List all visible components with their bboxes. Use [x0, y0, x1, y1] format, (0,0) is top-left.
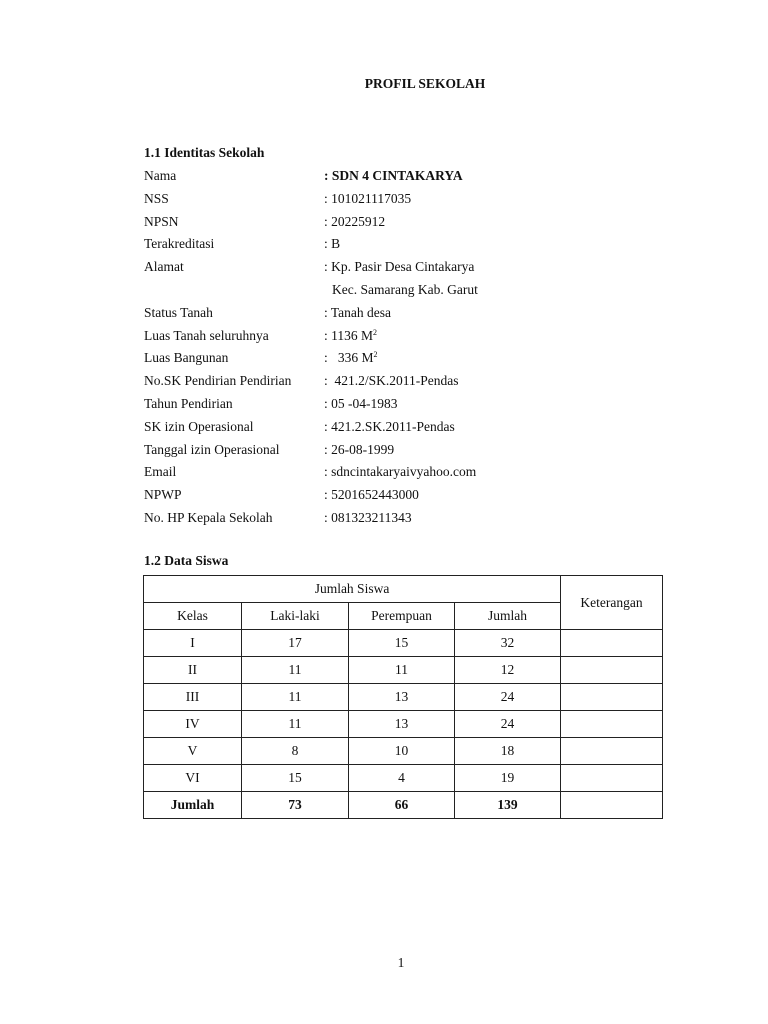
- identity-value: : Kp. Pasir Desa Cintakarya: [324, 259, 475, 275]
- cell-jumlah: 32: [455, 630, 561, 657]
- identity-row-npwp: [144, 484, 664, 507]
- cell-keterangan: [561, 630, 663, 657]
- identity-row-tahun-pendirian: [144, 393, 664, 416]
- cell-keterangan: [561, 657, 663, 684]
- cell-keterangan: [561, 711, 663, 738]
- identity-label: Tanggal izin Operasional: [144, 441, 280, 457]
- identity-row-hp-kepala: [144, 507, 664, 530]
- identity-heading: 1.1 Identitas Sekolah: [144, 145, 265, 160]
- identity-value: : 081323211343: [324, 509, 412, 525]
- page-title: PROFIL SEKOLAH: [364, 76, 486, 91]
- identity-row-npsn: [144, 211, 664, 234]
- identity-row-alamat-cont: [144, 279, 664, 302]
- table-total-row: [144, 792, 663, 819]
- cell-jumlah: 139: [455, 792, 561, 819]
- identity-label: Email: [144, 464, 177, 480]
- identity-value: : 421.2.SK.2011-Pendas: [324, 418, 455, 434]
- cell-jumlah: 19: [455, 765, 561, 792]
- identity-value: : Tanah desa: [324, 304, 392, 320]
- cell-jumlah: 12: [455, 657, 561, 684]
- column-header: Laki-laki: [242, 603, 349, 630]
- identity-row-luas-bangunan: [144, 347, 664, 370]
- identity-label: SK izin Operasional: [144, 418, 254, 434]
- identity-row-status-tanah: [144, 302, 664, 325]
- identity-label: Luas Bangunan: [144, 350, 229, 366]
- identity-row-terakreditasi: [144, 233, 664, 256]
- cell-kelas: IV: [144, 711, 242, 738]
- cell-laki: 11: [242, 684, 349, 711]
- identity-row-luas-tanah: [144, 325, 664, 348]
- identity-value-text: : 336 M: [324, 350, 374, 366]
- identity-value: : 20225912: [324, 213, 386, 229]
- identity-label: No. HP Kepala Sekolah: [144, 509, 273, 525]
- identity-list: [144, 165, 664, 530]
- identity-label: No.SK Pendirian Pendirian: [144, 373, 292, 389]
- cell-keterangan: [561, 684, 663, 711]
- cell-perempuan: 13: [349, 711, 455, 738]
- identity-row-sk-pendirian: [144, 370, 664, 393]
- identity-value: : 421.2/SK.2011-Pendas: [324, 373, 459, 389]
- column-header: Perempuan: [349, 603, 455, 630]
- cell-perempuan: 66: [349, 792, 455, 819]
- identity-label: Alamat: [144, 259, 184, 275]
- cell-kelas: VI: [144, 765, 242, 792]
- identity-label: Nama: [144, 168, 177, 183]
- identity-label: Status Tanah: [144, 304, 213, 320]
- cell-jumlah: 24: [455, 711, 561, 738]
- identity-label: NPSN: [144, 213, 179, 229]
- identity-row-nss: [144, 188, 664, 211]
- students-table: [143, 575, 663, 819]
- cell-kelas: V: [144, 738, 242, 765]
- identity-label: Luas Tanah seluruhnya: [144, 327, 269, 343]
- cell-jumlah: 24: [455, 684, 561, 711]
- cell-kelas: I: [144, 630, 242, 657]
- identity-value: [324, 347, 378, 370]
- identity-value: : 05 -04-1983: [324, 395, 398, 411]
- cell-laki: 8: [242, 738, 349, 765]
- superscript: 2: [373, 350, 378, 360]
- cell-perempuan: 13: [349, 684, 455, 711]
- page-number: 1: [397, 955, 405, 970]
- cell-laki: 11: [242, 657, 349, 684]
- cell-kelas: III: [144, 684, 242, 711]
- superscript: 2: [373, 327, 378, 337]
- column-header: Jumlah: [455, 603, 561, 630]
- identity-value: : 101021117035: [324, 190, 412, 206]
- identity-value: : B: [324, 236, 341, 252]
- table-row: [144, 711, 663, 738]
- table-row: [144, 657, 663, 684]
- table-row: [144, 765, 663, 792]
- identity-row-tanggal-izin: [144, 439, 664, 462]
- cell-kelas: II: [144, 657, 242, 684]
- cell-perempuan: 11: [349, 657, 455, 684]
- cell-laki: 73: [242, 792, 349, 819]
- remarks-header: Keterangan: [561, 576, 663, 630]
- group-header: Jumlah Siswa: [144, 576, 561, 603]
- column-header: Kelas: [144, 603, 242, 630]
- identity-value: Kec. Samarang Kab. Garut: [332, 281, 478, 297]
- identity-row-nama: [144, 165, 664, 188]
- table-header-row: [144, 576, 663, 603]
- identity-label: NPWP: [144, 487, 182, 503]
- identity-value: : 5201652443000: [324, 487, 419, 503]
- cell-laki: 11: [242, 711, 349, 738]
- cell-keterangan: [561, 765, 663, 792]
- cell-keterangan: [561, 738, 663, 765]
- identity-label: Tahun Pendirian: [144, 395, 233, 411]
- students-heading: 1.2 Data Siswa: [144, 553, 229, 568]
- identity-value: : sdncintakaryaivyahoo.com: [324, 464, 477, 480]
- cell-keterangan: [561, 792, 663, 819]
- identity-row-sk-izin: [144, 416, 664, 439]
- identity-value-text: : 1136 M: [324, 327, 374, 343]
- identity-row-email: [144, 461, 664, 484]
- cell-perempuan: 15: [349, 630, 455, 657]
- cell-laki: 15: [242, 765, 349, 792]
- identity-label: NSS: [144, 190, 169, 206]
- identity-value: [324, 325, 377, 348]
- identity-row-alamat: [144, 256, 664, 279]
- table-row: [144, 738, 663, 765]
- table-row: [144, 684, 663, 711]
- identity-value: : 26-08-1999: [324, 441, 395, 457]
- cell-laki: 17: [242, 630, 349, 657]
- cell-jumlah: 18: [455, 738, 561, 765]
- cell-kelas: Jumlah: [144, 792, 242, 819]
- table-row: [144, 630, 663, 657]
- cell-perempuan: 4: [349, 765, 455, 792]
- cell-perempuan: 10: [349, 738, 455, 765]
- identity-label: Terakreditasi: [144, 236, 215, 252]
- identity-value: : SDN 4 CINTAKARYA: [324, 168, 463, 183]
